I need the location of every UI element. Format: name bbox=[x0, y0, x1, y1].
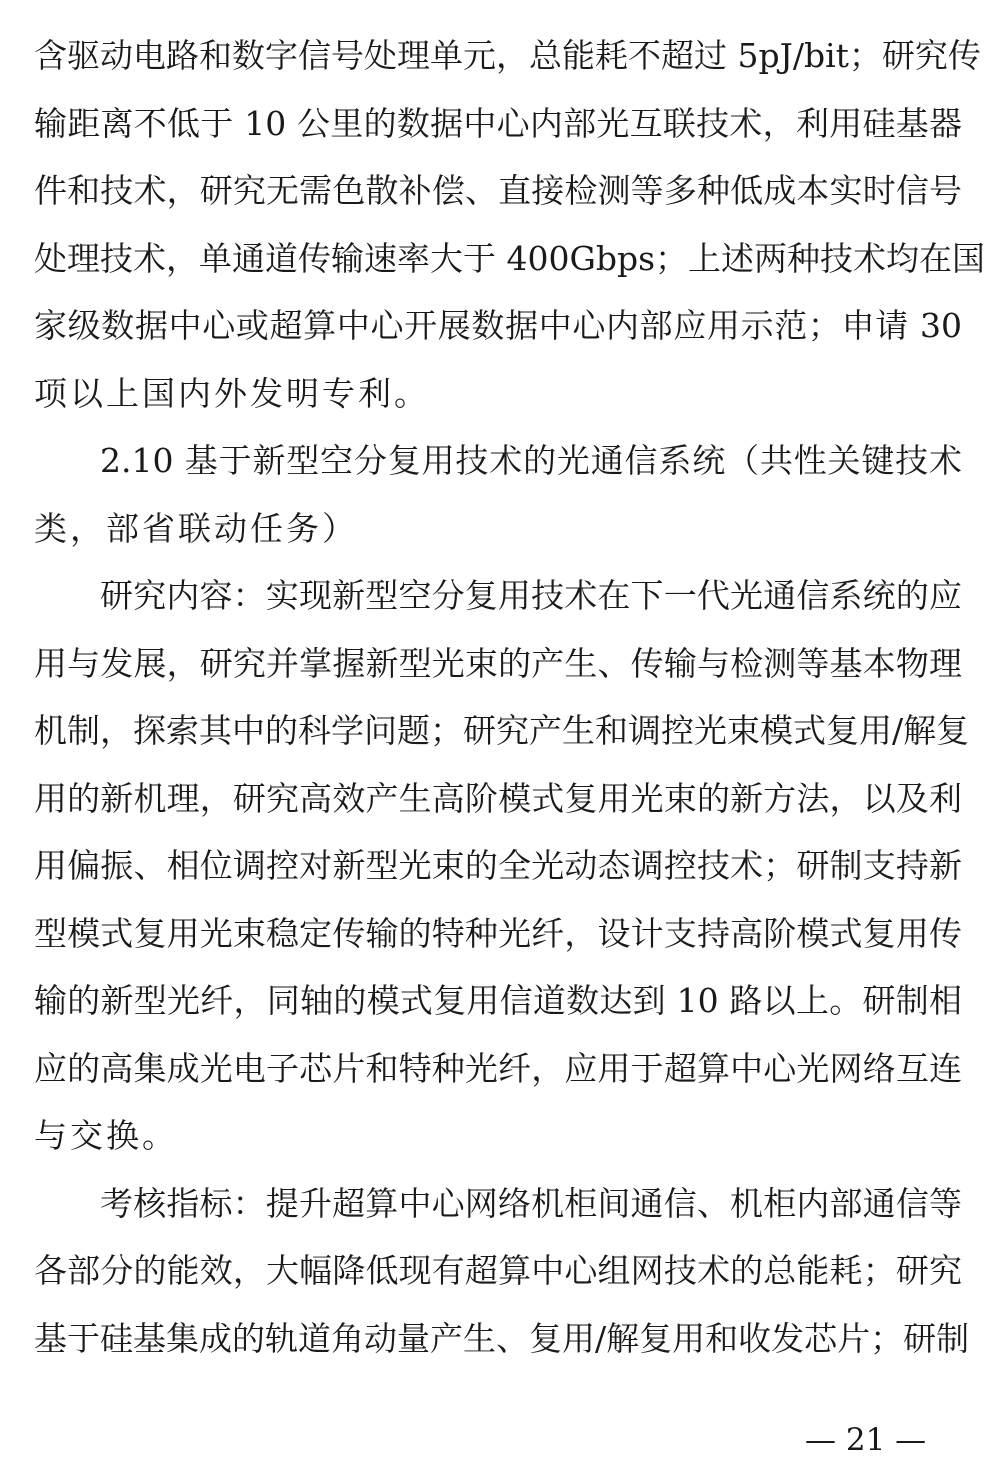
text-line: 各部分的能效，大幅降低现有超算中心组网技术的总能耗；研究 bbox=[34, 1251, 962, 1290]
text-line: 用的新机理，研究高效产生高阶模式复用光束的新方法，以及利 bbox=[34, 778, 962, 818]
text-line: 输距离不低于 10 公里的数据中心内部光互联技术，利用硅基器 bbox=[34, 103, 962, 143]
text-line: 件和技术，研究无需色散补偿、直接检测等多种低成本实时信号 bbox=[34, 171, 962, 210]
section-heading-line: 2.10 基于新型空分复用技术的光通信系统（共性关键技术 bbox=[100, 441, 962, 480]
page-number: — 21 — bbox=[805, 1422, 927, 1458]
text-line: 家级数据中心或超算中心开展数据中心内部应用示范；申请 30 bbox=[34, 306, 962, 345]
text-line: 机制，探索其中的科学问题；研究产生和调控光束模式复用/解复 bbox=[34, 711, 970, 750]
text-line: 研究内容：实现新型空分复用技术在下一代光通信系统的应 bbox=[100, 576, 962, 615]
text-line: 基于硅基集成的轨道角动量产生、复用/解复用和收发芯片；研制 bbox=[34, 1318, 970, 1358]
text-line: 用偏振、相位调控对新型光束的全光动态调控技术；研制支持新 bbox=[34, 846, 962, 885]
document-body bbox=[34, 22, 986, 1372]
text-line: 应的高集成光电子芯片和特种光纤，应用于超算中心光网络互连 bbox=[34, 1048, 962, 1088]
text-line: 项以上国内外发明专利。 bbox=[34, 373, 430, 413]
text-line: 输的新型光纤，同轴的模式复用信道数达到 10 路以上。研制相 bbox=[34, 981, 962, 1020]
text-line: 处理技术，单通道传输速率大于 400Gbps；上述两种技术均在国 bbox=[34, 238, 986, 278]
text-line: 与交换。 bbox=[34, 1116, 178, 1155]
text-line: 用与发展，研究并掌握新型光束的产生、传输与检测等基本物理 bbox=[34, 643, 962, 683]
text-line: 含驱动电路和数字信号处理单元，总能耗不超过 5pJ/bit；研究传 bbox=[34, 36, 981, 75]
section-heading-line: 类，部省联动任务） bbox=[34, 508, 358, 548]
text-line: 考核指标：提升超算中心网络机柜间通信、机柜内部通信等 bbox=[100, 1183, 962, 1223]
text-line: 型模式复用光束稳定传输的特种光纤，设计支持高阶模式复用传 bbox=[34, 913, 962, 953]
